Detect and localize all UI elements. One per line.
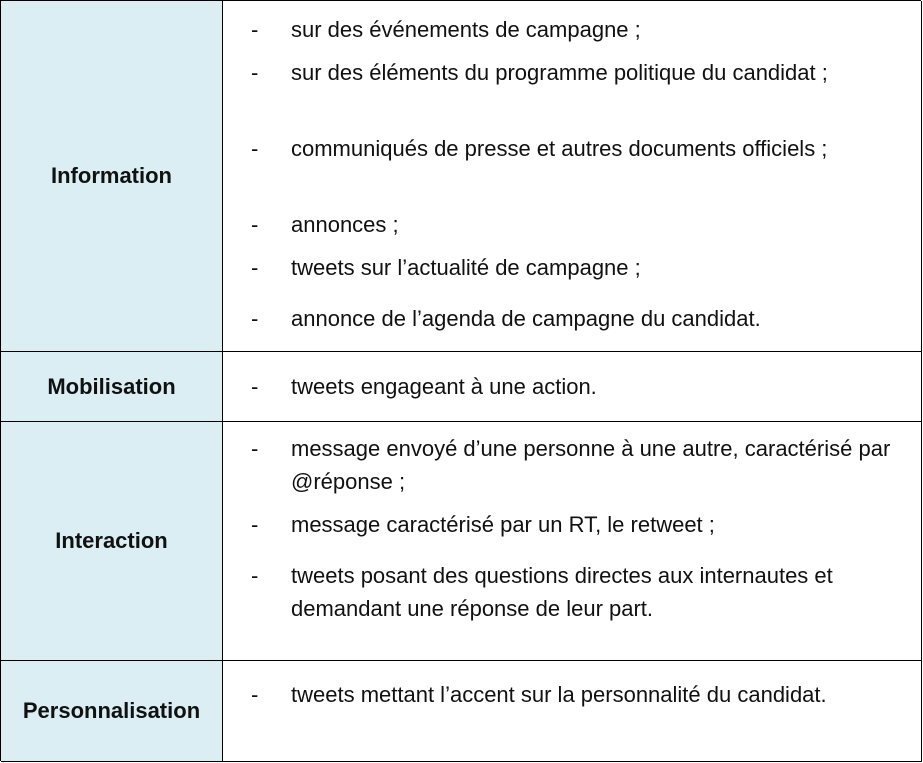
table-row-mobilisation [1,352,922,422]
item-text: tweets sur l’actualité de campagne ; [291,255,641,280]
bullet-dash: - [251,436,259,461]
row-content [223,661,922,761]
row-label: Information [1,1,223,351]
table-row-interaction [1,422,922,661]
bullet-dash: - [251,563,259,588]
bullet-dash: - [251,306,259,331]
table-row-information [1,1,922,352]
bullet-dash: - [251,512,259,537]
row-content [223,1,922,351]
bullet-dash: - [251,374,259,399]
item-text: annonce de l’agenda de campagne du candidat. [291,306,761,331]
row-label: Mobilisation [1,352,223,421]
item-text: sur des événements de campagne ; [291,17,641,42]
bullet-dash: - [251,682,259,707]
item-text: tweets mettant l’accent sur la personnalité du candidat. [291,682,827,707]
row-label: Personnalisation [1,661,223,761]
item-text: sur des éléments du programme politique du candidat ; [291,60,828,85]
bullet-dash: - [251,136,259,161]
item-text: message caractérisé par un RT, le retweet ; [291,512,715,537]
row-label: Interaction [1,422,223,660]
bullet-dash: - [251,60,259,85]
bullet-dash: - [251,255,259,280]
item-text: message envoyé d’une personne à une autre, caractérisé par @réponse ; [291,436,891,494]
row-content [223,352,922,421]
item-text: communiqués de presse et autres documents officiels ; [291,136,828,161]
bullet-dash: - [251,17,259,42]
item-text: tweets engageant à une action. [291,374,597,399]
bullet-dash: - [251,212,259,237]
row-content [223,422,922,660]
item-text: tweets posant des questions directes aux internautes et demandant une réponse de leur part. [291,563,833,621]
item-text: annonces ; [291,212,399,237]
table-row-personnalisation [1,661,922,762]
